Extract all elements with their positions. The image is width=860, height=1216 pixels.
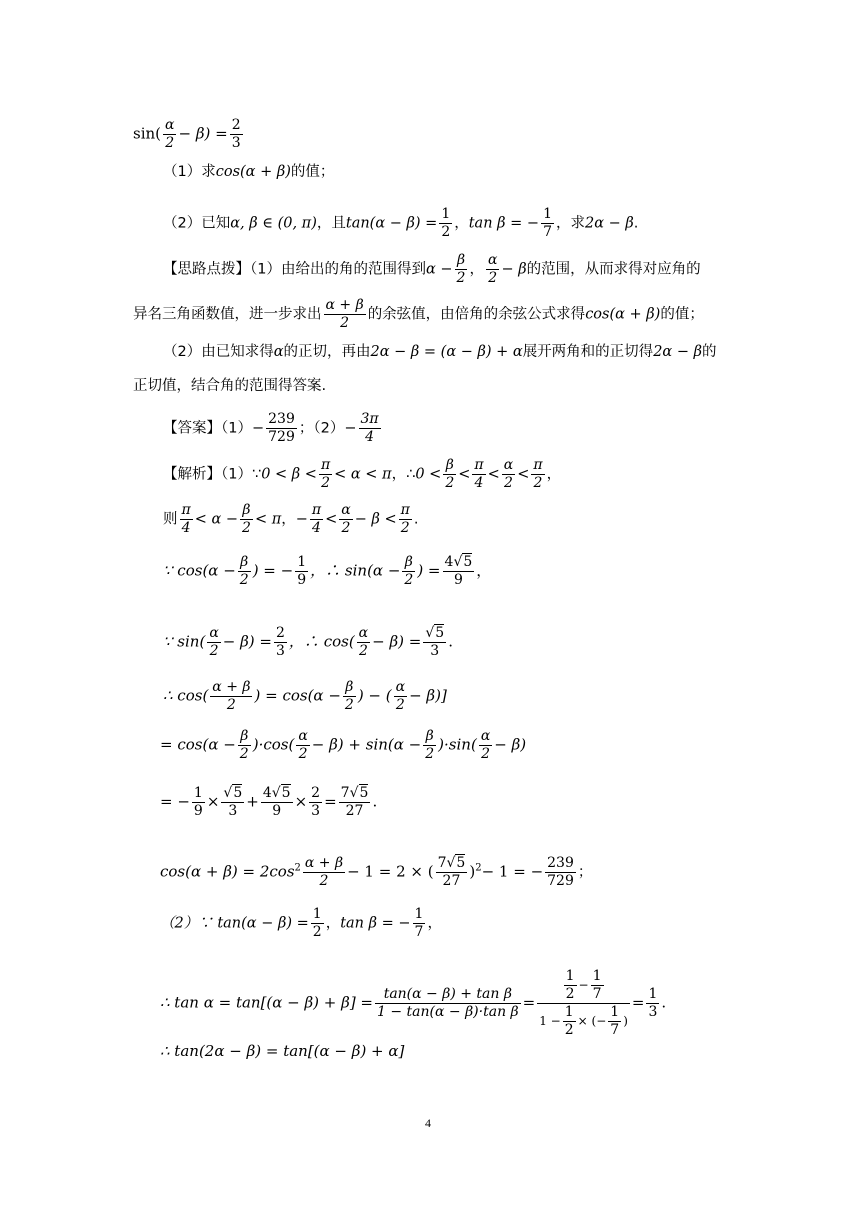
solution-line-7: = − $\frac{1}{9}$ × $\frac{√5}{3}$ + $\frac{4√5}{9}$ × $\frac{2}{3}$ = $\frac{7√5}{27}$ . bbox=[160, 785, 378, 819]
solution-line-1: 【解析】（1）∵0 < β < $\frac{\pi}{2}$ < α < π，∴0 < $\frac{\beta}{2}$ < $\frac{\pi}{4}$ < $\frac{\alpha}{2}$ < $\frac{\pi}{2}$ ， bbox=[163, 457, 562, 491]
fraction: $\frac{\alpha}{2}$ bbox=[298, 728, 308, 762]
fraction: $\frac{\beta}{2}$ bbox=[425, 728, 435, 762]
fraction: $\frac{7√5}{27}$ bbox=[340, 785, 369, 819]
fraction: $\frac{4√5}{9}$ bbox=[262, 785, 291, 819]
fraction: $\frac{\beta}{2}$ bbox=[242, 502, 251, 536]
fraction: $\frac{\alpha}{2}$ bbox=[165, 117, 175, 151]
answer-line: 【答案】（1）− $\frac{239}{729}$ ；（2）− $\frac{3\pi}{4}$ bbox=[163, 411, 379, 445]
hint-line-2: 异名三角函数值，进一步求出 $\frac{\alpha + \beta}{2}$ 的余弦值，由倍角的余弦公式求得cos(α + β)的值； bbox=[133, 297, 704, 331]
fraction: $\frac{\alpha}{2}$ bbox=[341, 502, 351, 536]
fraction: $\frac{\alpha}{2}$ bbox=[395, 679, 406, 713]
fraction: $\frac{\beta}{2}$ bbox=[344, 679, 354, 713]
solution-line-8: $\cos(\alpha + \beta) = 2\cos^2$ $\frac{\alpha + \beta}{2}$ − 1 = 2 × ( $\frac{7√5}{27}$ )$^2$− 1 = − $\frac{239}{729}$ ； bbox=[160, 855, 593, 889]
fraction: $\frac{\alpha + \beta}{2}$ bbox=[325, 297, 364, 331]
fraction: $\frac{\pi}{4}$ bbox=[311, 502, 322, 536]
fraction: $\frac{\alpha}{2}$ bbox=[358, 625, 369, 659]
fraction: $\frac{3\pi}{4}$ bbox=[360, 411, 379, 445]
fraction: $\frac{√5}{3}$ bbox=[223, 785, 243, 819]
fraction: $\frac{\pi}{4}$ bbox=[181, 502, 191, 536]
fraction: $\frac{239}{729}$ bbox=[268, 411, 295, 445]
fraction: $\frac{1}{2}$ bbox=[312, 906, 322, 940]
fraction: $\frac{1}{2}$ bbox=[441, 206, 451, 240]
solution-line-9: （2）∵ tan(α − β) = $\frac{1}{2}$ ，tan β = − $\frac{1}{7}$ ， bbox=[160, 906, 442, 940]
hint-line-1: 【思路点拨】（1）由给出的角的范围得到α − $\frac{\beta}{2}$ ， $\frac{\alpha}{2}$ − β的范围，从而求得对应角的 bbox=[163, 252, 701, 286]
hint-line-4: 正切值，结合角的范围得答案. bbox=[133, 378, 327, 394]
hint-line-3: （2）由已知求得α的正切，再由2α − β = (α − β) + α展开两角和的正切得2α − β的 bbox=[163, 344, 717, 360]
fraction: $\frac{2}{3}$ bbox=[311, 785, 321, 819]
solution-line-10: ∴ tan α = tan[(α − β) + β] = $\frac{\text{tan(α − β) + tan β}}{\text{1 − tan(α − β)·tan β}}$ = $\frac{1}{2}$ − $\frac{1}{7}$ 1 − $\frac{1}{2}$ × (− $\frac{1}{7}$ ) = $\frac{1}{3}$ . bbox=[160, 968, 667, 1038]
fraction: $\frac{4√5}{9}$ bbox=[444, 554, 473, 588]
solution-line-4: ∵ sin( $\frac{\alpha}{2}$ − β) = $\frac{2}{3}$ ，∴ cos( $\frac{\alpha}{2}$ − β) = $\frac{√5}{3}$ . bbox=[163, 625, 453, 659]
fraction: $\frac{\beta}{2}$ bbox=[239, 554, 249, 588]
condition-line: sin( $\frac{\alpha}{2}$ − β) = $\frac{2}{3}$ bbox=[133, 117, 241, 151]
fraction: $\frac{\beta}{2}$ bbox=[445, 457, 455, 491]
fraction: $\frac{1}{7}$ bbox=[543, 206, 552, 240]
fraction: $\frac{\alpha}{2}$ bbox=[209, 625, 219, 659]
fraction: $\frac{\alpha}{2}$ bbox=[503, 457, 514, 491]
solution-line-11: ∴ tan(2α − β) = tan[(α − β) + α] bbox=[160, 1042, 405, 1060]
fraction: $\frac{\beta}{2}$ bbox=[456, 252, 466, 286]
fraction: $\frac{\beta}{2}$ bbox=[404, 554, 414, 588]
solution-line-6: = cos(α − $\frac{\beta}{2}$ )·cos( $\frac{\alpha}{2}$ − β) + sin(α − $\frac{\beta}{2}$ )·sin( $\frac{\alpha}{2}$ − β) bbox=[160, 728, 527, 762]
fraction: $\frac{2}{3}$ bbox=[276, 625, 285, 659]
fraction: $\frac{√5}{3}$ bbox=[425, 625, 445, 659]
fraction: $\frac{\pi}{4}$ bbox=[474, 457, 484, 491]
fraction: $\frac{2}{3}$ bbox=[231, 117, 241, 151]
fraction: $\frac{1}{3}$ bbox=[648, 986, 658, 1020]
fraction: $\frac{\alpha}{2}$ bbox=[487, 252, 498, 286]
fraction: $\frac{1}{7}$ bbox=[414, 906, 424, 940]
fraction: $\frac{\pi}{2}$ bbox=[320, 457, 331, 491]
fraction: $\frac{7√5}{27}$ bbox=[437, 855, 466, 889]
fraction: $\frac{239}{729}$ bbox=[547, 855, 574, 889]
fraction: $\frac{\alpha}{2}$ bbox=[480, 728, 491, 762]
solution-line-2: 则 $\frac{\pi}{4}$ < α − $\frac{\beta}{2}$ < π，− $\frac{\pi}{4}$ < $\frac{\alpha}{2}$ − β < $\frac{\pi}{2}$ . bbox=[163, 502, 419, 536]
fraction: $\frac{\alpha + \beta}{2}$ bbox=[304, 855, 344, 889]
solution-line-5: ∴ cos( $\frac{\alpha + \beta}{2}$ ) = cos(α − $\frac{\beta}{2}$ ) − ( $\frac{\alpha}{2}$ − β)] bbox=[163, 679, 447, 713]
question-part-1: （1）求cos(α + β)的值； bbox=[163, 164, 335, 180]
fraction: $\frac{\alpha + \beta}{2}$ bbox=[212, 679, 251, 713]
fraction: $\frac{\pi}{2}$ bbox=[533, 457, 543, 491]
compound-fraction: $\frac{1}{2}$ − $\frac{1}{7}$ 1 − $\frac{1}{2}$ × (− $\frac{1}{7}$ ) bbox=[539, 968, 628, 1038]
fraction: $\frac{1}{9}$ bbox=[193, 785, 203, 819]
page-number: 4 bbox=[425, 1116, 431, 1130]
fraction: $\frac{1}{9}$ bbox=[297, 554, 307, 588]
fraction: $\frac{\pi}{2}$ bbox=[400, 502, 410, 536]
fraction: $\frac{\text{tan(α − β) + tan β}}{\text{1 − tan(α − β)·tan β}}$ bbox=[377, 986, 519, 1020]
question-part-2: （2）已知α, β ∈ (0, π)，且tan(α − β) = $\frac{1}{2}$ ，tan β = − $\frac{1}{7}$ ，求2α − β. bbox=[163, 206, 639, 240]
fraction: $\frac{\beta}{2}$ bbox=[239, 728, 249, 762]
solution-line-3: ∵ cos(α − $\frac{\beta}{2}$ ) = − $\frac{1}{9}$ ，∴ sin(α − $\frac{\beta}{2}$ ) = $\frac{4√5}{9}$ ， bbox=[163, 554, 492, 588]
